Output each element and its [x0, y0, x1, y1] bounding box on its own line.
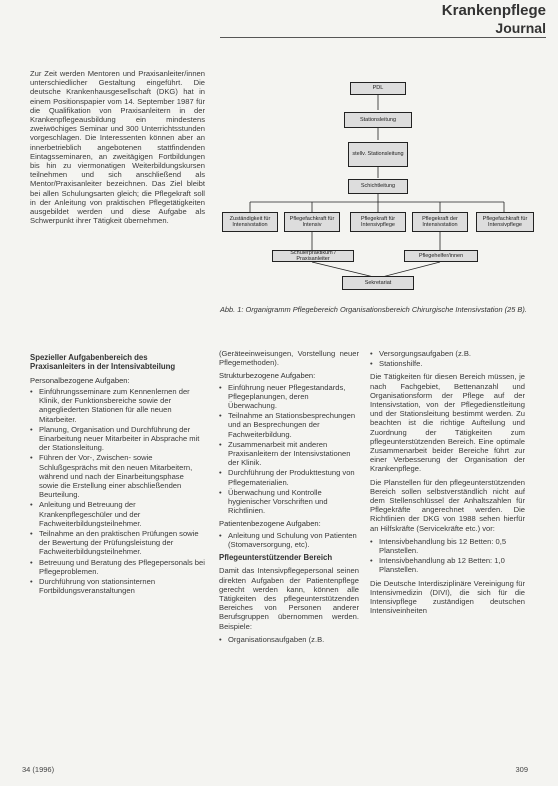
subheading: Strukturbezogene Aufgaben:	[219, 371, 316, 381]
section-heading: Pflegeunterstützender Bereich	[219, 553, 333, 563]
journal-subtitle: Journal	[495, 20, 546, 36]
paragraph: Die Planstellen für den pflegeunterstützenden Bereich sollen selbstverständlich nicht auf dem Stellenschlüssel der Anhaltszahlen für Pflegekräfte angerechnet werden. Die Richtlinien der DKG von 1988 sehen hierfür an Hilfskräfte (Servicekräfte etc.) vor:	[370, 477, 525, 533]
task-list	[30, 387, 205, 595]
box-row-3: Pflegekraft für Intensivpflege	[350, 212, 406, 232]
list-item: • Anleitung und Betreuung der Krankenpflegeschüler und der Fachweiterbildungsteilnehmer.	[30, 500, 205, 528]
organigram	[220, 72, 536, 300]
section-heading: Spezieller Aufgabenbereich des Praxisanleiters in der Intensivabteilung	[30, 353, 176, 372]
footer-issue: 34 (1996)	[22, 765, 55, 774]
task-list	[219, 531, 359, 549]
column-1-intro	[30, 69, 205, 229]
box-row-4: Pflegekraft der Intensivstation	[412, 212, 468, 232]
list-item: • Stationshilfe.	[370, 359, 525, 368]
header-rule	[220, 37, 546, 38]
list-item: • Einführungsseminare zum Kennenlernen der Klinik, der Funktionsbereiche sowie der angegliederten Stationen für alle neuen Mitarbeiter.	[30, 387, 205, 424]
list-item: • Planung, Organisation und Durchführung der Einarbeitung neuer Mitarbeiter in Absprache mit der Stationsleitung.	[30, 425, 205, 453]
subheading: Patientenbezogene Aufgaben:	[219, 519, 321, 529]
list-item: • Anleitung und Schulung von Patienten (Stomaversorgung, etc).	[219, 531, 359, 549]
list-item: • Durchführung der Produkttestung von Pflegematerialien.	[219, 468, 359, 486]
task-list	[370, 537, 525, 575]
list-item: • Führen der Vor-, Zwischen- sowie Schlußgesprächs mit den neuen Mitarbeitern, während und nach der Einarbeitungsphase sowie die Erstellung einer abschließenden Beurteilung.	[30, 453, 205, 499]
paragraph: (Geräteeinweisungen, Vorstellung neuer Pflegemethoden).	[219, 349, 359, 368]
list-item: • Versorgungsaufgaben (z.B.	[370, 349, 525, 358]
page-number: 309	[515, 765, 528, 774]
list-item: • Intensivbehandlung ab 12 Betten: 1,0 Planstellen.	[370, 556, 525, 574]
column-2	[219, 349, 359, 648]
box-schichtleitung: Schichtleitung	[348, 179, 408, 194]
task-list	[219, 635, 359, 644]
list-item: • Durchführung von stationsinternen Fortbildungsveranstaltungen	[30, 577, 205, 595]
list-item: • Betreuung und Beratung des Pflegepersonals bei Pflegeproblemen.	[30, 558, 205, 576]
list-item: • Teilnahme an den praktischen Prüfungen sowie der Bewertung der Prüfungsleistung der Fachweiterbildungsteilnehmer.	[30, 529, 205, 557]
figure-caption: Abb. 1: Organigramm Pflegebereich Organisationsbereich Chirurgische Intensivstation (25 B).	[220, 305, 527, 314]
task-list	[370, 349, 525, 368]
box-bottom-right: Pflegehelfer/innen	[404, 250, 478, 262]
box-sekretariat: Sekretariat	[342, 276, 414, 290]
journal-title: Krankenpflege	[441, 2, 546, 19]
column-1-lower	[30, 349, 205, 599]
paragraph: Damit das Intensivpflegepersonal seinen direkten Aufgaben der Patientenpflege gerecht werden kann, können alle Tätigkeiten des pflegeunterstützenden Bereiches von Personen anderer Berufsgruppen übernommen werden. Beispiele:	[219, 566, 359, 631]
task-list	[219, 383, 359, 516]
box-stellv-stationsleitung: stellv. Stationsleitung	[348, 142, 408, 167]
list-item: • Einführung neuer Pflegestandards, Pflegeplanungen, deren Überwachung.	[219, 383, 359, 411]
list-item: • Intensivbehandlung bis 12 Betten: 0,5 Planstellen.	[370, 537, 525, 555]
box-row-1: Zuständigkeit für Intensivstation	[222, 212, 278, 232]
list-item: • Zusammenarbeit mit anderen Praxisanleitern der Intensivstationen der Klinik.	[219, 440, 359, 468]
list-item: • Teilnahme an Stationsbesprechungen und an Besprechungen der Fachweiterbildung.	[219, 411, 359, 439]
box-pdl: PDL	[350, 82, 406, 95]
subheading: Personalbezogene Aufgaben:	[30, 375, 130, 385]
list-item: • Überwachung und Kontrolle hygienischer Vorschriften und Richtlinien.	[219, 488, 359, 516]
column-3	[370, 349, 525, 619]
box-stationsleitung: Stationsleitung	[344, 112, 412, 128]
paragraph: Die Deutsche Interdisziplinäre Vereinigung für Intensivmedizin (DIVI), die sich für die Intensivpflege zuständigen deutschen Intensiveinheiten	[370, 578, 525, 616]
paragraph: Zur Zeit werden Mentoren und Praxisanleiter/innen unterschiedlicher Gestaltung eingeführt. Die deutsche Krankenhausgesellschaft (DKG) hat in einem Positionspapier vom 14. September 1987 für die Qualifikation von Praxisanleitern in der Krankenpflegeausbildung ein mindestens zweiwöchiges Seminar und 300 Unterrichtsstunden vorgeschlagen. Die Interessenten können aber an innerbetrieblich angebotenen stattfindenden Eintagsseminaren, an zweitägigen Fortbildungen bis hin zu viermonatigen Weiterbildungskursen teilnehmen und sich anschließend als Mentor/Praxisanleiter bezeichnen. Das Ziel bleibt bei allen Schulungsarten gleich; die Pflegekraft soll in der Anleitung von praktischen Pflegetätigkeiten ausgebildet werden und diese Aufgabe als Schwerpunkt ihrer Tätigkeit übernehmen.	[30, 69, 205, 226]
list-item: • Organisationsaufgaben (z.B.	[219, 635, 359, 644]
box-bottom-left: Schülerpraktikum / Praxisanleiter	[272, 250, 354, 262]
box-row-5: Pflegefachkraft für Intensivpflege	[476, 212, 534, 232]
box-row-2: Pflegefachkraft für Intensiv	[284, 212, 340, 232]
paragraph: Die Tätigkeiten für diesen Bereich müssen, je nach Fachgebiet, Bettenanzahl und Organisationsform der Pflege auf der Intensivstation, von der Pflegedienstleitung und der Stationsleitung bestimmt werden. Zu beachten ist die richtige Aufteilung und Zuordnung der Tätigkeiten zum pflegeunterstützenden Bereich. Eine optimale Zusammenarbeit beider Bereiche führt zur einer Verbesserung der Organisation der Krankenpflege.	[370, 372, 525, 474]
